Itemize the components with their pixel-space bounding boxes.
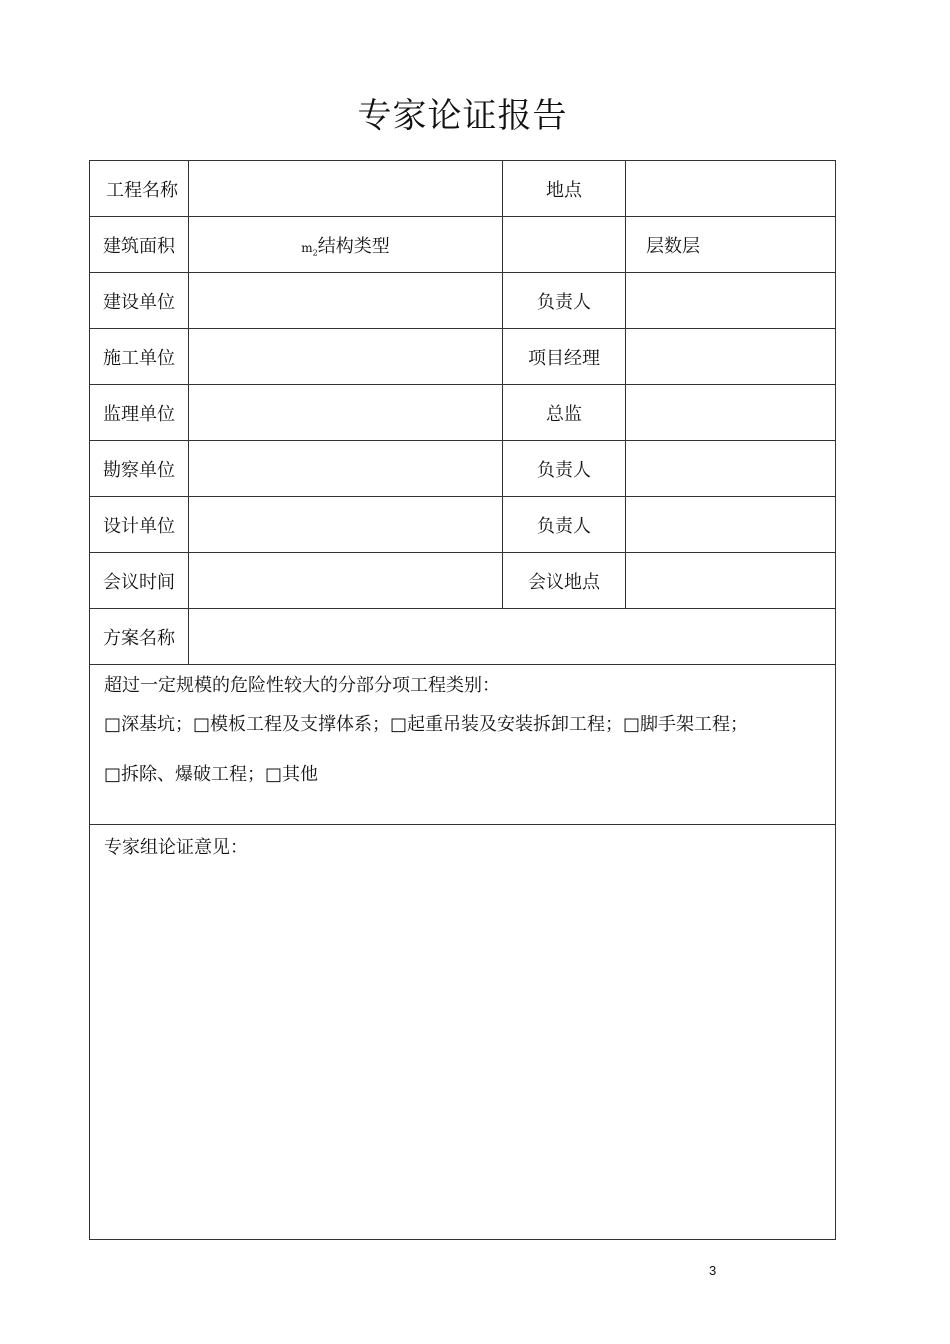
category-title: 超过一定规模的危险性较大的分部分项工程类别： (104, 675, 500, 696)
project-name-field[interactable] (189, 161, 503, 217)
chief-supervisor-label: 总监 (503, 385, 626, 441)
structure-type-label: 结构类型 (317, 235, 390, 257)
row-opinion (90, 825, 836, 1240)
category-options-line1[interactable]: □深基坑；□模板工程及支撑体系；□起重吊装及安装拆卸工程；□脚手架工程； (104, 714, 749, 735)
location-field[interactable] (626, 161, 836, 217)
row-supervisor (90, 385, 836, 441)
survey-unit-field[interactable] (189, 441, 503, 497)
design-unit-label: 设计单位 (90, 497, 189, 553)
contractor-unit-field[interactable] (189, 329, 503, 385)
supervisor-unit-label: 监理单位 (90, 385, 189, 441)
contractor-unit-label: 施工单位 (90, 329, 189, 385)
plan-name-field[interactable] (189, 609, 836, 665)
structure-type-field[interactable] (503, 217, 626, 273)
survey-person-field[interactable] (626, 441, 836, 497)
page-number: 3 (709, 1263, 717, 1278)
row-survey (90, 441, 836, 497)
meeting-place-label: 会议地点 (503, 553, 626, 609)
supervisor-unit-field[interactable] (189, 385, 503, 441)
project-manager-label: 项目经理 (503, 329, 626, 385)
plan-name-label: 方案名称 (90, 609, 189, 665)
category-options-line2[interactable]: □拆除、爆破工程；□其他 (104, 764, 319, 785)
design-person-field[interactable] (626, 497, 836, 553)
category-cell (90, 665, 836, 825)
row-construction-owner (90, 273, 836, 329)
area-unit: $m_2$ (301, 240, 318, 257)
owner-unit-field[interactable] (189, 273, 503, 329)
row-plan-name (90, 609, 836, 665)
row-building-area (90, 217, 836, 273)
building-area-field[interactable] (189, 217, 503, 273)
row-meeting (90, 553, 836, 609)
building-area-label: 建筑面积 (90, 217, 189, 273)
row-contractor (90, 329, 836, 385)
survey-unit-label: 勘察单位 (90, 441, 189, 497)
report-table (89, 160, 836, 1240)
opinion-cell[interactable] (90, 825, 836, 1240)
project-manager-field[interactable] (626, 329, 836, 385)
meeting-time-label: 会议时间 (90, 553, 189, 609)
owner-unit-label: 建设单位 (90, 273, 189, 329)
meeting-time-field[interactable] (189, 553, 503, 609)
chief-supervisor-field[interactable] (626, 385, 836, 441)
design-person-label: 负责人 (503, 497, 626, 553)
design-unit-field[interactable] (189, 497, 503, 553)
floors-label: 层数层 (626, 217, 836, 273)
project-name-label: 工程名称 (90, 161, 189, 217)
survey-person-label: 负责人 (503, 441, 626, 497)
opinion-label: 专家组论证意见： (104, 837, 248, 858)
row-project-name (90, 161, 836, 217)
page-title: 专家论证报告 (357, 96, 568, 136)
owner-person-field[interactable] (626, 273, 836, 329)
row-design (90, 497, 836, 553)
meeting-place-field[interactable] (626, 553, 836, 609)
row-category (90, 665, 836, 825)
location-label: 地点 (503, 161, 626, 217)
owner-person-label: 负责人 (503, 273, 626, 329)
